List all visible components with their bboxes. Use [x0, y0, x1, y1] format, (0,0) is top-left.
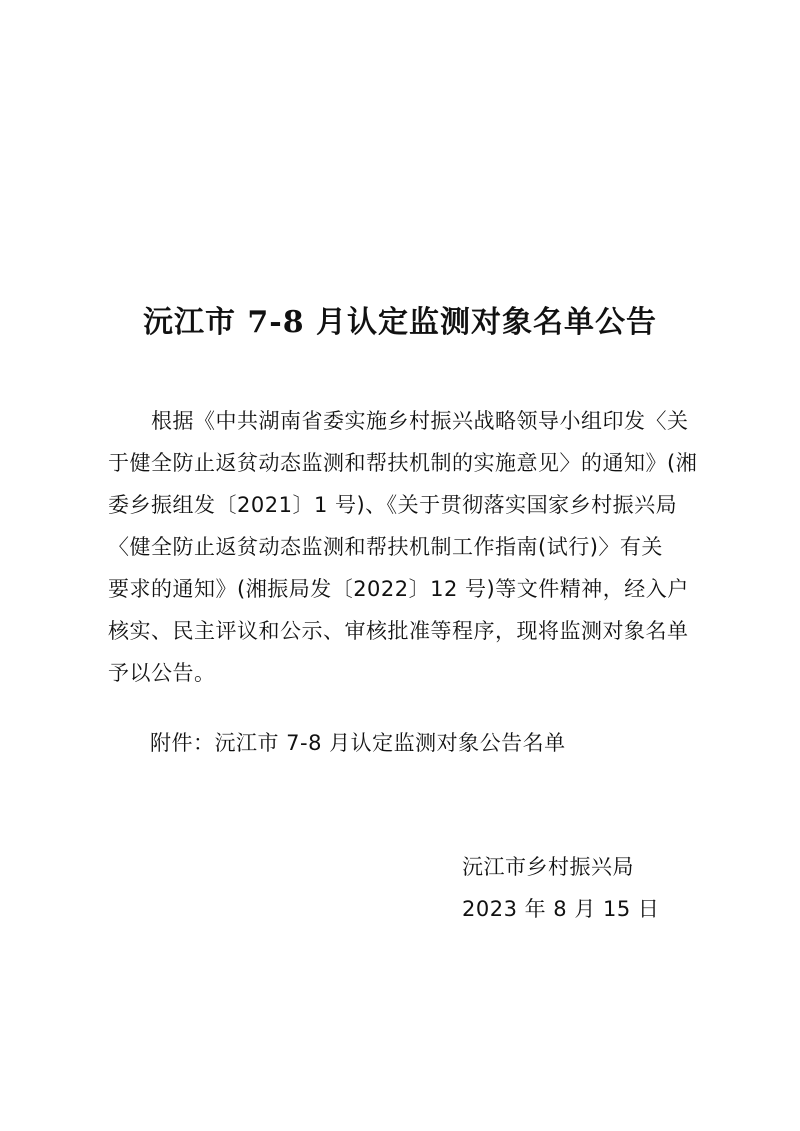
page-title: 沅江市 7-8 月认定监测对象名单公告: [142, 305, 658, 340]
announcement-body: [108, 400, 698, 694]
body-line: 要求的通知》(湘振局发〔2022〕12 号)等文件精神，经入户: [108, 577, 689, 601]
attachment-note: 附件：沅江市 7-8 月认定监测对象公告名单: [150, 731, 566, 755]
issuer-name: 沅江市乡村振兴局: [462, 855, 634, 879]
body-line: 〈健全防止返贫动态监测和帮扶机制工作指南(试行)〉有关: [108, 535, 663, 559]
body-line: 予以公告。: [108, 661, 216, 685]
body-line: 于健全防止返贫动态监测和帮扶机制的实施意见〉的通知》(湘: [108, 451, 698, 475]
body-line: 核实、民主评议和公示、审核批准等程序，现将监测对象名单: [108, 619, 689, 643]
body-line: 委乡振组发〔2021〕1 号)、《关于贯彻落实国家乡村振兴局: [108, 493, 678, 517]
body-line: 根据《中共湖南省委实施乡村振兴战略领导小组印发〈关: [108, 409, 689, 433]
issue-date: 2023 年 8 月 15 日: [462, 897, 660, 921]
signoff-block: [462, 846, 659, 930]
